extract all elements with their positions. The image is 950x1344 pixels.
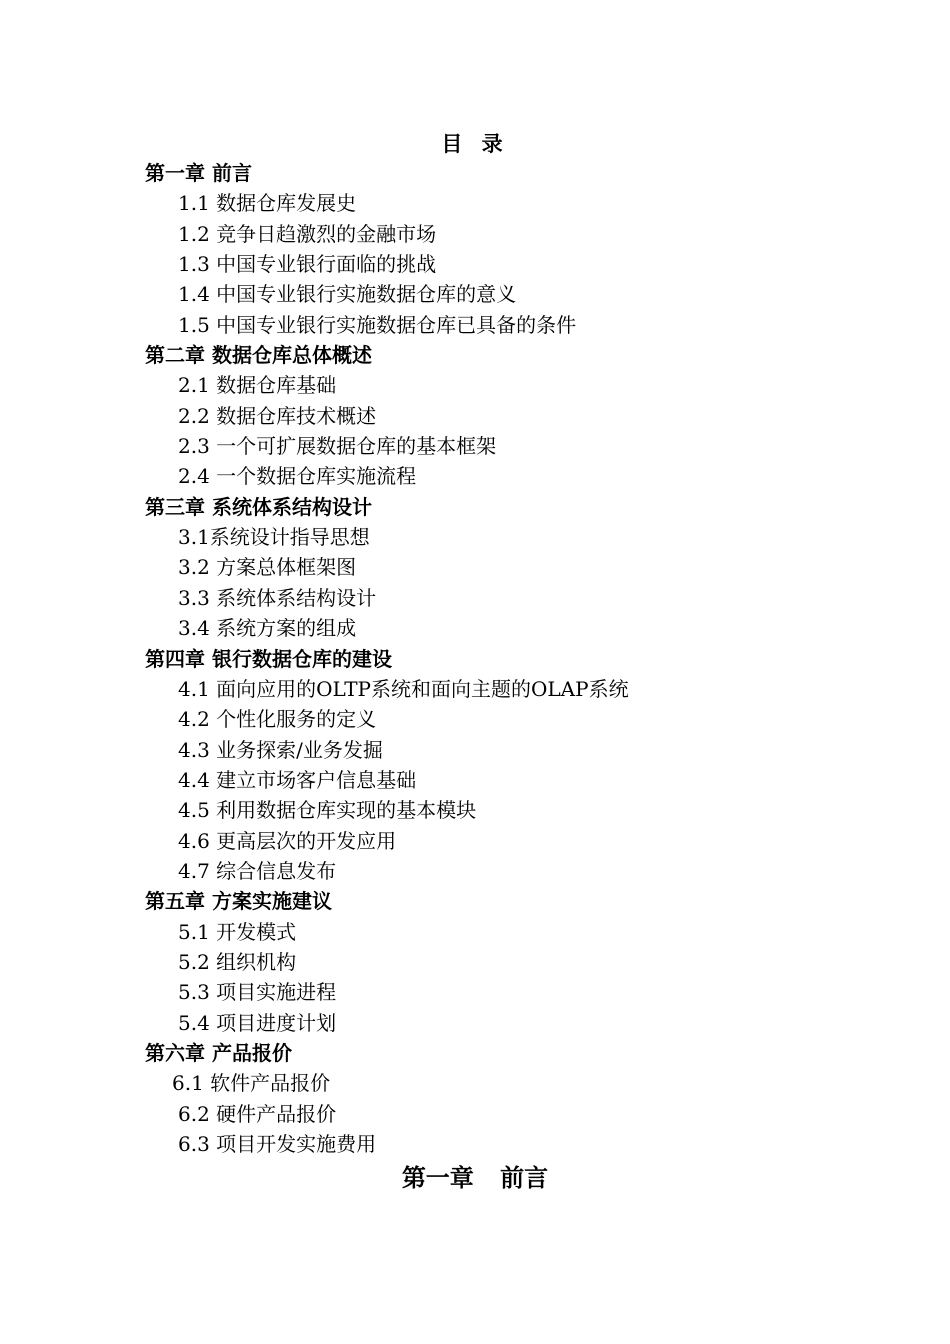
toc-section-3-4[interactable]: 3.4 系统方案的组成 <box>178 616 357 641</box>
toc-chapter-1[interactable]: 第一章 前言 <box>145 161 252 185</box>
toc-section-4-5[interactable]: 4.5 利用数据仓库实现的基本模块 <box>178 798 477 823</box>
toc-section-5-2[interactable]: 5.2 组织机构 <box>178 949 297 974</box>
toc-section-5-1[interactable]: 5.1 开发模式 <box>178 919 297 944</box>
toc-chapter-3[interactable]: 第三章 系统体系结构设计 <box>145 494 372 519</box>
toc-section-1-3[interactable]: 1.3 中国专业银行面临的挑战 <box>178 252 437 277</box>
toc-section-3-2[interactable]: 3.2 方案总体框架图 <box>178 555 357 580</box>
toc-section-4-7[interactable]: 4.7 综合信息发布 <box>178 858 337 883</box>
toc-section-3-1[interactable]: 3.1系统设计指导思想 <box>178 525 370 550</box>
toc-chapter-2[interactable]: 第二章 数据仓库总体概述 <box>145 343 372 368</box>
toc-section-3-3[interactable]: 3.3 系统体系结构设计 <box>178 585 377 610</box>
toc-section-4-1[interactable]: 4.1 面向应用的OLTP系统和面向主题的OLAP系统 <box>178 676 629 701</box>
toc-section-6-3[interactable]: 6.3 项目开发实施费用 <box>178 1132 377 1156</box>
toc-section-5-4[interactable]: 5.4 项目进度计划 <box>178 1010 337 1035</box>
toc-section-1-4[interactable]: 1.4 中国专业银行实施数据仓库的意义 <box>178 282 517 307</box>
toc-section-4-6[interactable]: 4.6 更高层次的开发应用 <box>178 828 397 853</box>
toc-section-1-5[interactable]: 1.5 中国专业银行实施数据仓库已具备的条件 <box>178 312 577 337</box>
toc-section-2-4[interactable]: 2.4 一个数据仓库实施流程 <box>178 464 417 489</box>
toc-section-2-3[interactable]: 2.3 一个可扩展数据仓库的基本框架 <box>178 434 497 459</box>
toc-section-6-1[interactable]: 6.1 软件产品报价 <box>172 1071 331 1096</box>
toc-section-1-2[interactable]: 1.2 竞争日趋激烈的金融市场 <box>178 221 437 246</box>
toc-chapter-4[interactable]: 第四章 银行数据仓库的建设 <box>145 646 392 671</box>
toc-section-4-4[interactable]: 4.4 建立市场客户信息基础 <box>178 767 417 792</box>
toc-chapter-5[interactable]: 第五章 方案实施建议 <box>145 889 332 914</box>
toc-section-6-2[interactable]: 6.2 硬件产品报价 <box>178 1101 337 1126</box>
toc-chapter-6[interactable]: 第六章 产品报价 <box>145 1040 292 1065</box>
toc-section-2-1[interactable]: 2.1 数据仓库基础 <box>178 373 337 398</box>
toc-title: 目 录 <box>441 131 509 156</box>
toc-section-2-2[interactable]: 2.2 数据仓库技术概述 <box>178 403 377 428</box>
table-of-contents <box>0 158 950 1159</box>
toc-section-4-3[interactable]: 4.3 业务探索/业务发掘 <box>178 737 383 762</box>
toc-section-4-2[interactable]: 4.2 个性化服务的定义 <box>178 707 377 732</box>
toc-section-5-3[interactable]: 5.3 项目实施进程 <box>178 980 337 1005</box>
chapter-heading: 第一章 前言 <box>401 1163 549 1192</box>
toc-section-1-1[interactable]: 1.1 数据仓库发展史 <box>178 191 357 216</box>
